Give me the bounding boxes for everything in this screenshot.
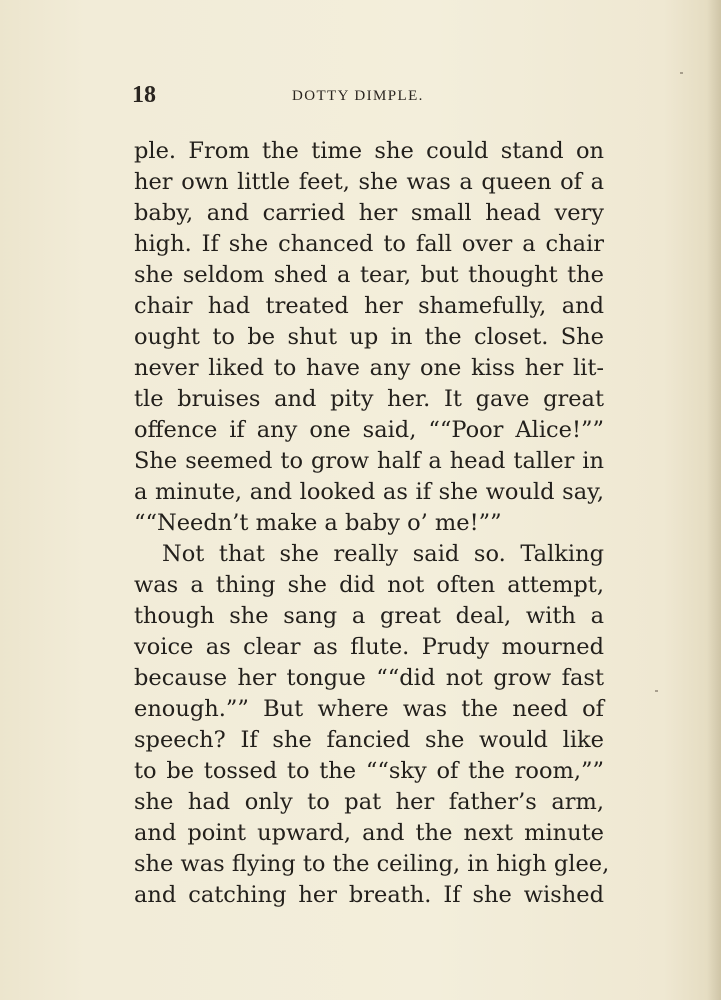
running-head xyxy=(132,82,602,112)
text-line: ple. From the time she could stand on xyxy=(134,138,604,164)
text-line: she had only to pat her father’s arm, xyxy=(134,789,604,815)
text-line: ought to be shut up in the closet. She xyxy=(134,324,604,350)
text-line: ““Needn’t make a baby o’ me!”” xyxy=(134,510,502,536)
text-line: her own little feet, she was a queen of a xyxy=(134,169,604,195)
book-title: DOTTY DIMPLE. xyxy=(292,88,424,104)
text-line: was a thing she did not often attempt, xyxy=(134,572,604,598)
paper-speck xyxy=(655,690,658,692)
text-line: she seldom shed a tear, but thought the xyxy=(134,262,604,288)
page-edge-shadow xyxy=(707,0,721,1000)
text-line: high. If she chanced to fall over a chair xyxy=(134,231,604,257)
text-line: and point upward, and the next minute xyxy=(134,820,604,846)
text-line: speech? If she fancied she would like xyxy=(134,727,604,753)
text-line: to be tossed to the ““sky of the room,”” xyxy=(134,758,604,784)
body-text xyxy=(134,136,610,911)
text-line: baby, and carried her small head very xyxy=(134,200,604,226)
text-line: offence if any one said, ““Poor Alice!”” xyxy=(134,417,604,443)
text-line: tle bruises and pity her. It gave great xyxy=(134,386,604,412)
text-line: voice as clear as flute. Prudy mourned xyxy=(134,634,604,660)
page-number: 18 xyxy=(132,82,156,108)
paper-speck xyxy=(680,72,683,74)
text-line: She seemed to grow half a head taller in xyxy=(134,448,604,474)
text-line: enough.”” But where was the need of xyxy=(134,696,604,722)
text-line: she was flying to the ceiling, in high glee, xyxy=(134,851,610,877)
text-line: never liked to have any one kiss her lit- xyxy=(134,355,604,381)
text-line: though she sang a great deal, with a xyxy=(134,603,604,629)
text-line: a minute, and looked as if she would say, xyxy=(134,479,604,505)
text-line: and catching her breath. If she wished xyxy=(134,882,604,908)
text-line: because her tongue ““did not grow fast xyxy=(134,665,604,691)
text-line: Not that she really said so. Talking xyxy=(162,541,604,567)
text-line: chair had treated her shamefully, and xyxy=(134,293,604,319)
